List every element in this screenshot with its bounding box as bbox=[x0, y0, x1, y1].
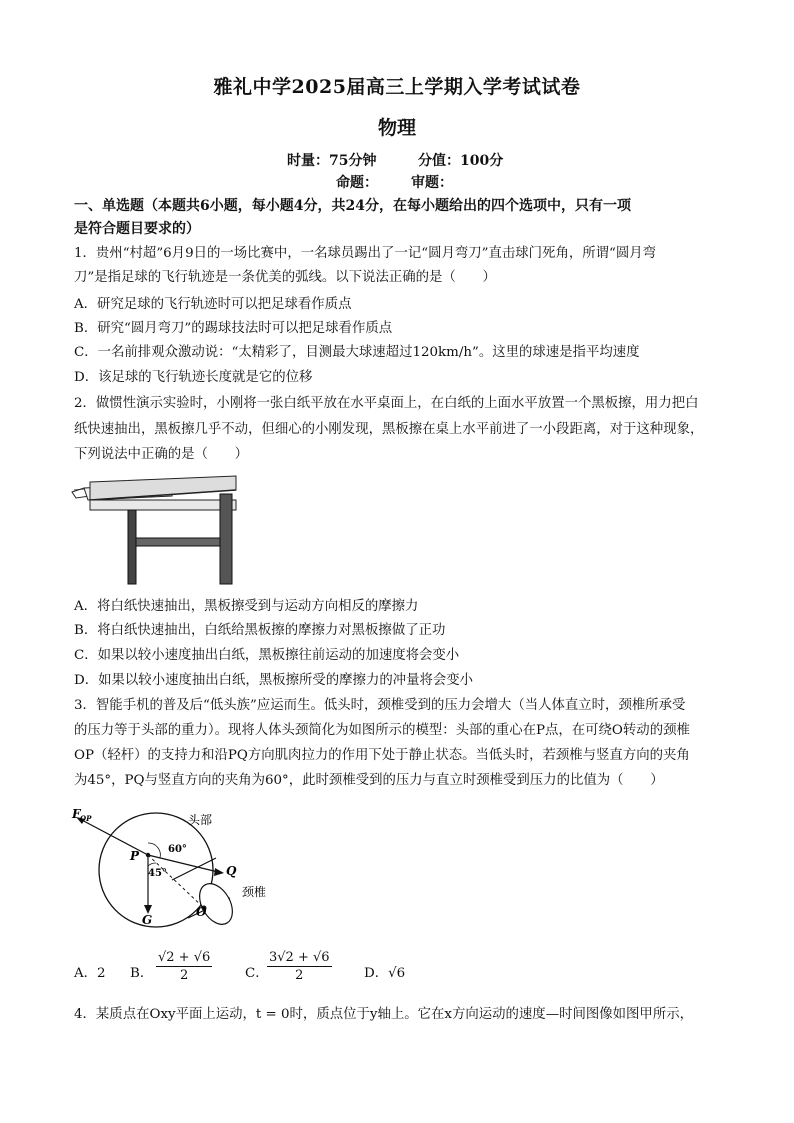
q3-option-c-fraction bbox=[267, 950, 332, 983]
q2-option-c: C．如果以较小速度抽出白纸，黑板擦往前运动的加速度将会变小 bbox=[74, 648, 460, 663]
q3-stem: 3．智能手机的普及后“低头族”应运而生。低头时，颈椎受到的压力会增大（当人体直立时，颈椎所承受 bbox=[74, 698, 686, 713]
q1-option-c: C．一名前排观众激动说：“太精彩了，目测最大球速超过120km/h”。这里的球速是指平均速度 bbox=[74, 345, 640, 360]
point-p bbox=[146, 853, 150, 857]
q-label: Q bbox=[226, 864, 237, 878]
head-neck-diagram bbox=[68, 800, 278, 935]
q2-stem-cont2: 下列说法中正确的是（ ） bbox=[74, 447, 249, 462]
neck-label: 颈椎 bbox=[242, 885, 267, 899]
exam-time: 时量：75分钟 bbox=[287, 153, 377, 169]
q2-option-a: A．将白纸快速抽出，黑板擦受到与运动方向相反的摩擦力 bbox=[74, 599, 419, 614]
q3-stem-cont3: 为45°，PQ与竖直方向的夹角为60°，此时颈椎受到的压力与直立时颈椎受到压力的比值为（ ） bbox=[74, 773, 664, 788]
force-sub: OP bbox=[80, 814, 92, 823]
section-heading-cont: 是符合题目要求的） bbox=[74, 221, 200, 237]
desk-illustration bbox=[70, 474, 240, 586]
q2-option-d: D．如果以较小速度抽出白纸，黑板擦所受的摩擦力的冲量将会变小 bbox=[74, 673, 474, 688]
force-label: F bbox=[72, 807, 81, 821]
exam-title: 雅礼中学2025届高三上学期入学考试试卷 bbox=[213, 76, 581, 98]
q2-option-b: B．将白纸快速抽出，白纸给黑板擦的摩擦力对黑板擦做了正功 bbox=[74, 623, 446, 638]
p-label: P bbox=[130, 849, 140, 863]
q1-stem-cont: 刀”是指足球的飞行轨迹是一条优美的弧线。以下说法正确的是（ ） bbox=[74, 270, 496, 285]
q3-option-d: D．√6 bbox=[364, 966, 406, 981]
q1-stem: 1．贵州“村超”6月9日的一场比赛中，一名球员踢出了一记“圆月弯刀”直击球门死角，所谓“圆月弯 bbox=[74, 246, 657, 261]
q3-option-b-fraction bbox=[156, 950, 212, 983]
q4-stem: 4．某质点在Oxy平面上运动，t = 0时，质点位于y轴上。它在x方向运动的速度—时间图像如图甲所示， bbox=[74, 1007, 693, 1022]
angle45-label: 45° bbox=[148, 868, 167, 879]
q3-stem-cont2: OP（轻杆）的支持力和沿PQ方向肌肉拉力的作用下处于静止状态。当低头时，若颈椎与竖直方向的夹角 bbox=[74, 748, 690, 763]
g-label: G bbox=[142, 913, 153, 927]
section-heading: 一、单选题（本题共6小题，每小题4分，共24分，在每小题给出的四个选项中，只有一项 bbox=[74, 198, 631, 214]
q1-option-d: D．该足球的飞行轨迹长度就是它的位移 bbox=[74, 370, 313, 385]
q2-stem-cont: 纸快速抽出，黑板擦几乎不动，但细心的小刚发现，黑板擦在桌上水平前进了一小段距离，对于这种现象， bbox=[74, 422, 704, 437]
q3-option-c-den: 2 bbox=[295, 968, 304, 983]
q1-option-b: B．研究“圆月弯刀”的踢球技法时可以把足球看作质点 bbox=[74, 321, 393, 336]
o-label: O bbox=[196, 905, 207, 919]
q3-option-a: A．2 bbox=[74, 966, 106, 981]
subject-title: 物理 bbox=[377, 117, 416, 139]
exam-score: 分值：100分 bbox=[418, 153, 504, 169]
q3-option-b-label: B． bbox=[130, 966, 154, 981]
reviewer-label: 审题： bbox=[411, 175, 453, 191]
q3-option-b-den: 2 bbox=[180, 968, 189, 983]
angle60-label: 60° bbox=[168, 844, 187, 855]
q1-option-a: A．研究足球的飞行轨迹时可以把足球看作质点 bbox=[74, 297, 352, 312]
q3-option-b-num: √2 + √6 bbox=[158, 950, 211, 965]
q3-option-c-num: 3√2 + √6 bbox=[269, 950, 330, 965]
q2-stem: 2．做惯性演示实验时，小刚将一张白纸平放在水平桌面上，在白纸的上面水平放置一个黑板擦，用力把白 bbox=[74, 396, 699, 411]
setter-label: 命题： bbox=[336, 175, 378, 191]
head-label: 头部 bbox=[188, 813, 213, 827]
q3-stem-cont: 的压力等于头部的重力）。现将人体头颈简化为如图所示的模型：头部的重心在P点，在可绕O转动的颈椎 bbox=[74, 723, 690, 738]
q3-option-c-label: C． bbox=[245, 966, 269, 981]
